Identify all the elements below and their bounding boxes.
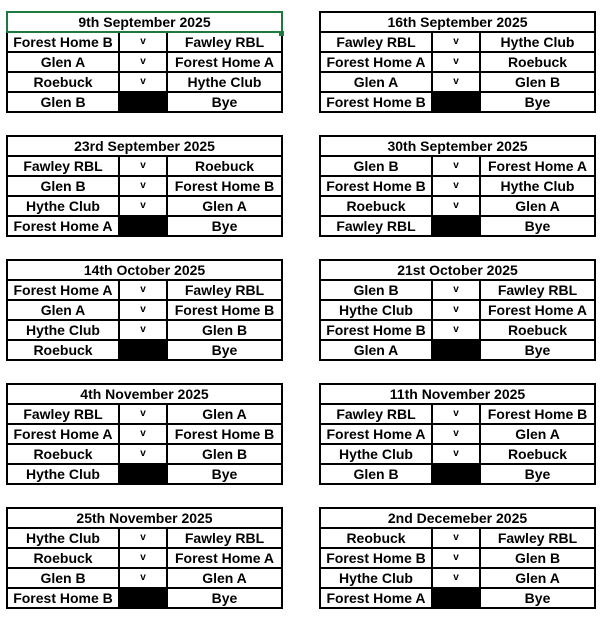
home-team-cell[interactable]: Hythe Club (7, 196, 119, 216)
match-row (7, 444, 282, 464)
fixture-table (6, 11, 283, 113)
away-team-cell[interactable]: Forest Home A (480, 156, 595, 176)
fixture-date[interactable]: 23rd September 2025 (7, 136, 282, 156)
versus-cell[interactable]: v (432, 196, 480, 216)
home-team-cell[interactable]: Hythe Club (7, 320, 119, 340)
home-team-cell[interactable]: Forest Home A (7, 280, 119, 300)
match-row (320, 156, 595, 176)
bye-row (7, 588, 282, 608)
home-team-cell[interactable]: Hythe Club (320, 444, 432, 464)
away-team-cell[interactable]: Forest Home A (480, 300, 595, 320)
fixture-date[interactable]: 11th November 2025 (320, 384, 595, 404)
bye-label-cell[interactable]: Bye (167, 588, 282, 608)
away-team-cell[interactable]: Glen B (480, 72, 595, 92)
match-row (320, 72, 595, 92)
away-team-cell[interactable]: Glen B (480, 548, 595, 568)
versus-cell[interactable]: v (119, 300, 167, 320)
bye-label-cell[interactable]: Bye (480, 92, 595, 112)
versus-cell[interactable]: v (119, 528, 167, 548)
blank-cell[interactable] (119, 340, 167, 360)
home-team-cell[interactable]: Hythe Club (7, 528, 119, 548)
versus-cell[interactable]: v (119, 32, 167, 52)
away-team-cell[interactable]: Glen B (167, 444, 282, 464)
versus-cell[interactable]: v (119, 548, 167, 568)
away-team-cell[interactable]: Glen A (480, 568, 595, 588)
away-team-cell[interactable]: Roebuck (480, 320, 595, 340)
fixture-date[interactable]: 21st October 2025 (320, 260, 595, 280)
away-team-cell[interactable]: Glen A (480, 424, 595, 444)
fixture-table (319, 507, 596, 609)
home-team-cell[interactable]: Fawley RBL (320, 32, 432, 52)
match-row (7, 52, 282, 72)
bye-team-cell[interactable]: Glen B (7, 92, 119, 112)
versus-cell[interactable]: v (432, 548, 480, 568)
versus-cell[interactable]: v (432, 280, 480, 300)
away-team-cell[interactable]: Forest Home B (480, 404, 595, 424)
blank-cell[interactable] (432, 340, 480, 360)
versus-cell[interactable]: v (119, 444, 167, 464)
match-row (320, 320, 595, 340)
away-team-cell[interactable]: Forest Home B (167, 176, 282, 196)
blank-cell[interactable] (119, 464, 167, 484)
home-team-cell[interactable]: Fawley RBL (320, 404, 432, 424)
bye-row (320, 588, 595, 608)
versus-cell[interactable]: v (119, 72, 167, 92)
versus-cell[interactable]: v (432, 52, 480, 72)
fixture-date[interactable]: 14th October 2025 (7, 260, 282, 280)
versus-cell[interactable]: v (119, 196, 167, 216)
match-row (7, 32, 282, 52)
match-row (7, 568, 282, 588)
fixture-date[interactable]: 25th November 2025 (7, 508, 282, 528)
match-row (7, 196, 282, 216)
home-team-cell[interactable]: Reobuck (320, 528, 432, 548)
home-team-cell[interactable]: Hythe Club (320, 300, 432, 320)
fixture-table (6, 259, 283, 361)
home-team-cell[interactable]: Hythe Club (320, 568, 432, 588)
away-team-cell[interactable]: Hythe Club (167, 72, 282, 92)
versus-cell[interactable]: v (432, 32, 480, 52)
versus-cell[interactable]: v (119, 176, 167, 196)
match-row (7, 72, 282, 92)
blank-cell[interactable] (119, 216, 167, 236)
home-team-cell[interactable]: Forest Home A (320, 52, 432, 72)
blank-cell[interactable] (119, 92, 167, 112)
bye-label-cell[interactable]: Bye (167, 340, 282, 360)
versus-cell[interactable]: v (432, 404, 480, 424)
bye-row (7, 464, 282, 484)
blank-cell[interactable] (432, 464, 480, 484)
home-team-cell[interactable]: Glen B (7, 176, 119, 196)
versus-cell[interactable]: v (432, 528, 480, 548)
bye-label-cell[interactable]: Bye (480, 216, 595, 236)
bye-team-cell[interactable]: Glen B (320, 464, 432, 484)
versus-cell[interactable]: v (432, 300, 480, 320)
away-team-cell[interactable]: Glen A (167, 404, 282, 424)
bye-team-cell[interactable]: Forest Home A (7, 216, 119, 236)
blank-cell[interactable] (119, 588, 167, 608)
match-row (320, 196, 595, 216)
versus-cell[interactable]: v (119, 52, 167, 72)
away-team-cell[interactable]: Fawley RBL (167, 32, 282, 52)
fixture-date[interactable]: 2nd Decemeber 2025 (320, 508, 595, 528)
away-team-cell[interactable]: Roebuck (480, 52, 595, 72)
versus-cell[interactable]: v (432, 568, 480, 588)
selection-fill-handle[interactable] (279, 31, 284, 36)
match-row (320, 548, 595, 568)
away-team-cell[interactable]: Fawley RBL (167, 528, 282, 548)
bye-row (7, 340, 282, 360)
match-row (7, 404, 282, 424)
bye-label-cell[interactable]: Bye (480, 464, 595, 484)
versus-cell[interactable]: v (119, 568, 167, 588)
away-team-cell[interactable]: Glen A (167, 568, 282, 588)
home-team-cell[interactable]: Glen A (7, 52, 119, 72)
home-team-cell[interactable]: Forest Home B (7, 32, 119, 52)
match-row (7, 156, 282, 176)
match-row (320, 52, 595, 72)
match-row (320, 280, 595, 300)
away-team-cell[interactable]: Forest Home A (167, 52, 282, 72)
bye-team-cell[interactable]: Forest Home A (320, 588, 432, 608)
home-team-cell[interactable]: Glen B (320, 156, 432, 176)
blank-cell[interactable] (432, 588, 480, 608)
bye-team-cell[interactable]: Glen A (320, 340, 432, 360)
versus-cell[interactable]: v (432, 320, 480, 340)
match-row (320, 404, 595, 424)
away-team-cell[interactable]: Glen B (167, 320, 282, 340)
match-row (7, 424, 282, 444)
bye-team-cell[interactable]: Hythe Club (7, 464, 119, 484)
match-row (320, 300, 595, 320)
fixture-table (319, 383, 596, 485)
away-team-cell[interactable]: Roebuck (167, 156, 282, 176)
match-row (7, 320, 282, 340)
away-team-cell[interactable]: Fawley RBL (167, 280, 282, 300)
away-team-cell[interactable]: Fawley RBL (480, 528, 595, 548)
bye-row (320, 92, 595, 112)
bye-team-cell[interactable]: Forest Home B (320, 92, 432, 112)
match-row (320, 528, 595, 548)
match-row (7, 548, 282, 568)
home-team-cell[interactable]: Forest Home B (320, 320, 432, 340)
bye-label-cell[interactable]: Bye (167, 92, 282, 112)
blank-cell[interactable] (432, 216, 480, 236)
bye-row (320, 216, 595, 236)
versus-cell[interactable]: v (119, 404, 167, 424)
away-team-cell[interactable]: Roebuck (480, 444, 595, 464)
away-team-cell[interactable]: Forest Home B (167, 300, 282, 320)
home-team-cell[interactable]: Glen A (320, 72, 432, 92)
fixture-table (319, 259, 596, 361)
home-team-cell[interactable]: Forest Home B (320, 176, 432, 196)
bye-row (7, 216, 282, 236)
bye-label-cell[interactable]: Bye (480, 588, 595, 608)
bye-label-cell[interactable]: Bye (167, 464, 282, 484)
bye-label-cell[interactable]: Bye (480, 340, 595, 360)
fixture-date[interactable]: 16th September 2025 (320, 12, 595, 32)
versus-cell[interactable]: v (119, 156, 167, 176)
fixture-table (319, 11, 596, 113)
home-team-cell[interactable]: Roebuck (7, 72, 119, 92)
fixture-table (6, 383, 283, 485)
home-team-cell[interactable]: Fawley RBL (7, 404, 119, 424)
versus-cell[interactable]: v (119, 424, 167, 444)
home-team-cell[interactable]: Forest Home A (7, 424, 119, 444)
match-row (320, 424, 595, 444)
versus-cell[interactable]: v (119, 320, 167, 340)
versus-cell[interactable]: v (432, 424, 480, 444)
match-row (7, 300, 282, 320)
match-row (7, 280, 282, 300)
bye-team-cell[interactable]: Forest Home B (7, 588, 119, 608)
versus-cell[interactable]: v (432, 176, 480, 196)
fixture-date[interactable]: 30th September 2025 (320, 136, 595, 156)
versus-cell[interactable]: v (432, 444, 480, 464)
bye-row (320, 464, 595, 484)
fixture-date[interactable]: 9th September 2025 (7, 12, 282, 32)
bye-team-cell[interactable]: Fawley RBL (320, 216, 432, 236)
away-team-cell[interactable]: Hythe Club (480, 32, 595, 52)
home-team-cell[interactable]: Fawley RBL (7, 156, 119, 176)
bye-row (320, 340, 595, 360)
home-team-cell[interactable]: Glen B (7, 568, 119, 588)
match-row (7, 176, 282, 196)
fixture-table (6, 135, 283, 237)
away-team-cell[interactable]: Forest Home B (167, 424, 282, 444)
home-team-cell[interactable]: Glen A (7, 300, 119, 320)
away-team-cell[interactable]: Hythe Club (480, 176, 595, 196)
bye-team-cell[interactable]: Roebuck (7, 340, 119, 360)
blank-cell[interactable] (432, 92, 480, 112)
versus-cell[interactable]: v (432, 156, 480, 176)
versus-cell[interactable]: v (432, 72, 480, 92)
fixture-table (319, 135, 596, 237)
match-row (320, 568, 595, 588)
bye-label-cell[interactable]: Bye (167, 216, 282, 236)
match-row (7, 528, 282, 548)
home-team-cell[interactable]: Glen B (320, 280, 432, 300)
home-team-cell[interactable]: Roebuck (7, 444, 119, 464)
away-team-cell[interactable]: Glen A (167, 196, 282, 216)
fixture-date[interactable]: 4th November 2025 (7, 384, 282, 404)
away-team-cell[interactable]: Forest Home A (167, 548, 282, 568)
match-row (320, 444, 595, 464)
bye-row (7, 92, 282, 112)
versus-cell[interactable]: v (119, 280, 167, 300)
home-team-cell[interactable]: Roebuck (320, 196, 432, 216)
fixture-table (6, 507, 283, 609)
home-team-cell[interactable]: Forest Home B (320, 548, 432, 568)
match-row (320, 32, 595, 52)
home-team-cell[interactable]: Forest Home A (320, 424, 432, 444)
away-team-cell[interactable]: Glen A (480, 196, 595, 216)
home-team-cell[interactable]: Roebuck (7, 548, 119, 568)
match-row (320, 176, 595, 196)
away-team-cell[interactable]: Fawley RBL (480, 280, 595, 300)
